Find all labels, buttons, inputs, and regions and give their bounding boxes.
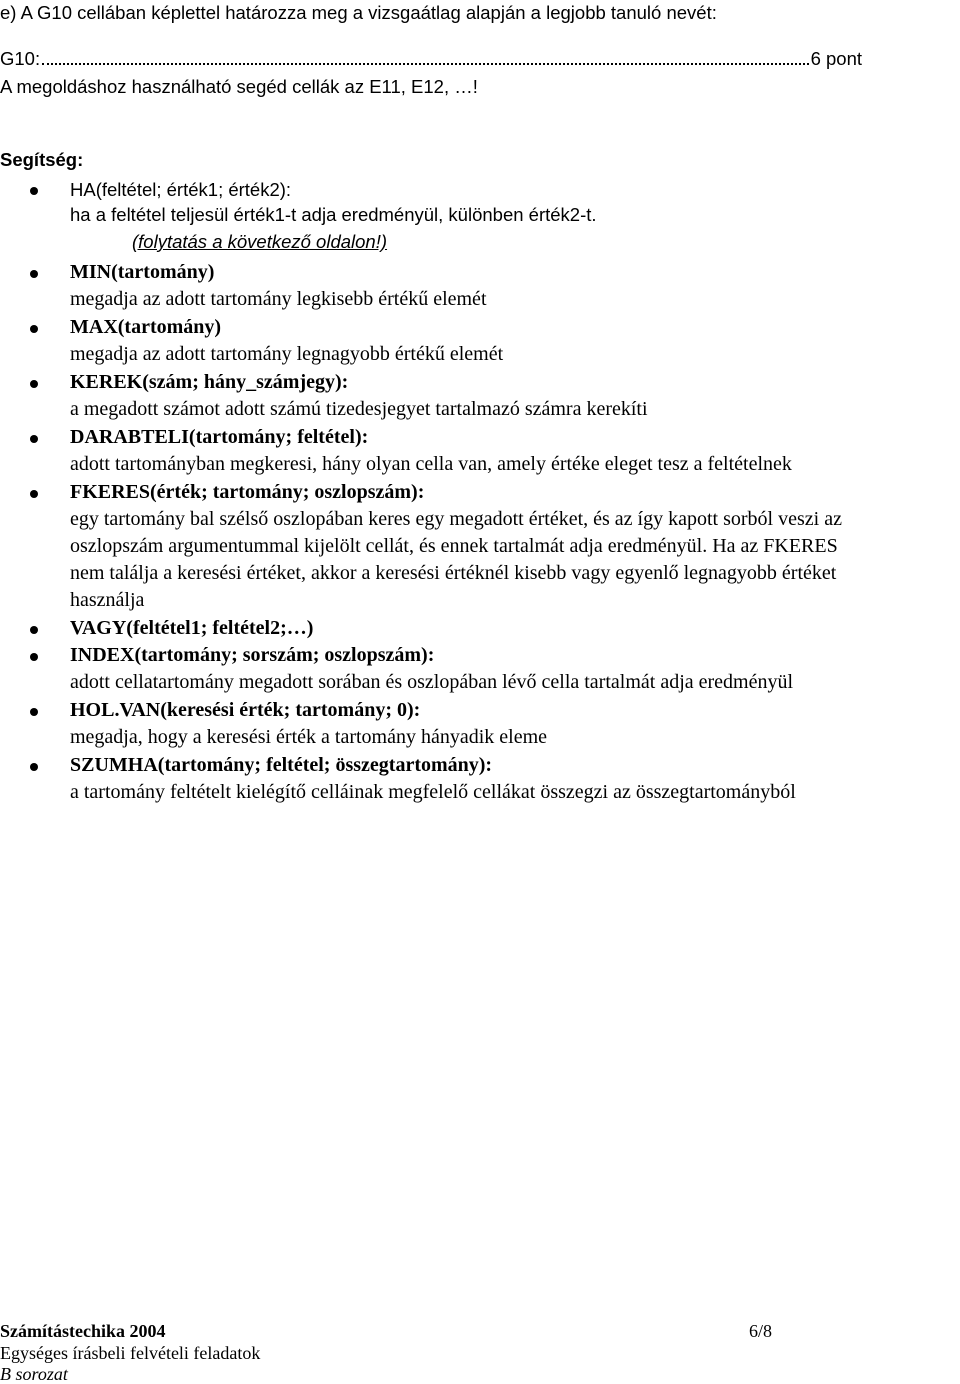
function-desc-kerek: a megadott számot adott számú tizedesjegyet tartalmazó számra kerekíti bbox=[70, 398, 648, 420]
function-title-vagy: VAGY(feltétel1; feltétel2;…) bbox=[70, 617, 314, 639]
help-heading: Segítség: bbox=[0, 149, 84, 170]
footer-series: B sorozat bbox=[0, 1364, 68, 1384]
function-desc-index: adott cellatartomány megadott sorában és oszlopában lévő cella tartalmát adja eredményül bbox=[70, 671, 794, 693]
bullet-icon bbox=[30, 763, 38, 771]
bullet-icon bbox=[30, 708, 38, 716]
bullet-icon bbox=[30, 380, 38, 388]
bullet-icon bbox=[30, 490, 38, 498]
function-desc-fkeres-1: egy tartomány bal szélső oszlopában keres egy megadott értéket, és az így kapott sorból veszi az bbox=[70, 508, 842, 530]
helper-cells-hint: A megoldáshoz használható segéd cellák az E11, E12, …! bbox=[0, 76, 478, 97]
points-label: 6 pont bbox=[810, 48, 862, 69]
answer-dotted-line bbox=[42, 57, 808, 65]
function-title-darabteli: DARABTELI(tartomány; feltétel): bbox=[70, 426, 369, 448]
function-desc-darabteli: adott tartományban megkeresi, hány olyan cella van, amely értéke eleget tesz a feltételnek bbox=[70, 453, 792, 475]
bullet-icon bbox=[30, 325, 38, 333]
bullet-icon bbox=[30, 653, 38, 661]
function-title-fkeres: FKERES(érték; tartomány; oszlopszám): bbox=[70, 481, 425, 503]
continuation-note bbox=[132, 233, 387, 252]
bullet-icon bbox=[30, 270, 38, 278]
answer-line bbox=[0, 50, 862, 69]
function-desc-max: megadja az adott tartomány legnagyobb értékű elemét bbox=[70, 343, 504, 365]
bullet-icon bbox=[30, 435, 38, 443]
function-desc-ha: ha a feltétel teljesül érték1-t adja eredményül, különben érték2-t. bbox=[70, 204, 597, 225]
function-desc-fkeres-3: nem találja a keresési értéket, akkor a keresési értéknél kisebb vagy egyenlő legnagyobb értéket bbox=[70, 562, 837, 584]
function-title-max: MAX(tartomány) bbox=[70, 316, 222, 338]
footer-exam-title: Egységes írásbeli felvételi feladatok bbox=[0, 1343, 261, 1363]
function-title-kerek: KEREK(szám; hány_számjegy): bbox=[70, 371, 349, 393]
continuation-note-text: (folytatás a következő oldalon!) bbox=[132, 231, 388, 252]
footer-subject: Számítástechika 2004 bbox=[0, 1321, 166, 1341]
cell-label: G10: bbox=[0, 48, 41, 69]
function-desc-fkeres-4: használja bbox=[70, 589, 145, 611]
function-title-holvan: HOL.VAN(keresési érték; tartomány; 0): bbox=[70, 699, 421, 721]
function-title-ha: HA(feltétel; érték1; érték2): bbox=[70, 179, 292, 200]
function-desc-min: megadja az adott tartomány legkisebb értékű elemét bbox=[70, 288, 487, 310]
function-desc-holvan: megadja, hogy a keresési érték a tartomány hányadik eleme bbox=[70, 726, 548, 748]
function-title-szumha: SZUMHA(tartomány; feltétel; összegtartomány): bbox=[70, 754, 493, 776]
function-desc-szumha: a tartomány feltételt kielégítő celláinak megfelelő cellákat összegzi az összegtartományból bbox=[70, 781, 796, 803]
function-title-index: INDEX(tartomány; sorszám; oszlopszám): bbox=[70, 644, 435, 666]
footer-page-number: 6/8 bbox=[749, 1321, 773, 1341]
task-prompt: e) A G10 cellában képlettel határozza meg a vizsgaátlag alapján a legjobb tanuló nevét: bbox=[0, 2, 717, 23]
function-desc-fkeres-2: oszlopszám argumentummal kijelölt cellát, és ennek tartalmát adja eredményül. Ha az FKERES bbox=[70, 535, 838, 557]
function-title-min: MIN(tartomány) bbox=[70, 261, 215, 283]
bullet-icon bbox=[30, 187, 38, 195]
bullet-icon bbox=[30, 626, 38, 634]
